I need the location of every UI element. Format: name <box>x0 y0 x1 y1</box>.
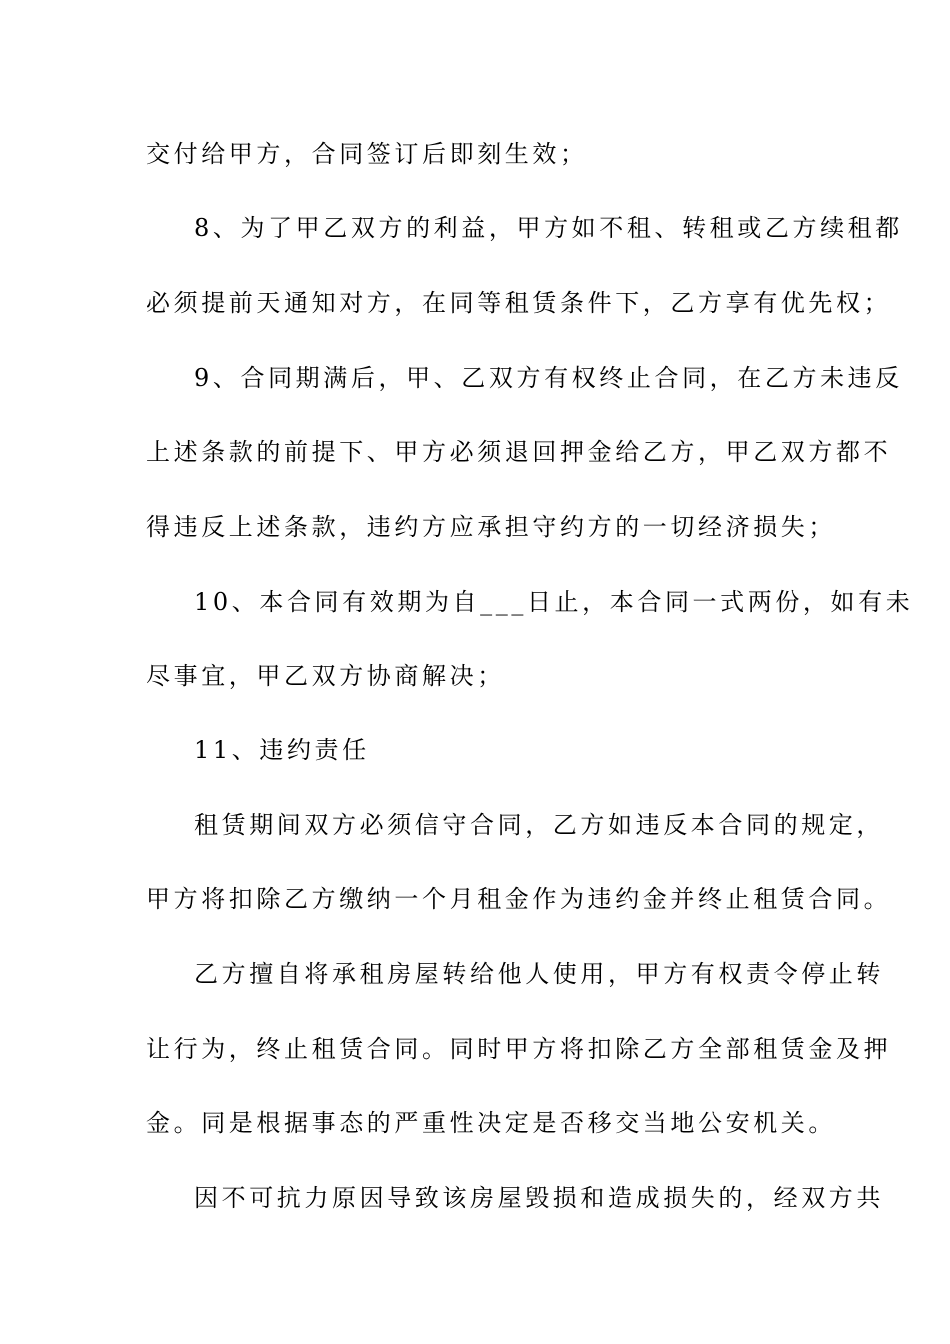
text-line: 10、本合同有效期为自___日止，本合同一式两份，如有未 <box>194 588 914 616</box>
text-line: 金。同是根据事态的严重性决定是否移交当地公安机关。 <box>146 1109 836 1137</box>
text-line: 得违反上述条款，违约方应承担守约方的一切经济损失； <box>146 513 836 541</box>
text-line: 租赁期间双方必须信守合同，乙方如违反本合同的规定， <box>194 811 884 839</box>
text-line: 乙方擅自将承租房屋转给他人使用，甲方有权责令停止转 <box>194 960 884 988</box>
text-line: 9、合同期满后，甲、乙双方有权终止合同，在乙方未违反 <box>194 364 903 392</box>
section-heading: 11、违约责任 <box>194 736 370 764</box>
text-line: 8、为了甲乙双方的利益，甲方如不租、转租或乙方续租都 <box>194 214 903 242</box>
text-line: 因不可抗力原因导致该房屋毁损和造成损失的，经双方共 <box>194 1184 884 1212</box>
text-line: 甲方将扣除乙方缴纳一个月租金作为违约金并终止租赁合同。 <box>146 885 892 913</box>
text-line: 让行为，终止租赁合同。同时甲方将扣除乙方全部租赁金及押 <box>146 1035 892 1063</box>
text-line: 交付给甲方，合同签订后即刻生效； <box>146 140 588 168</box>
text-line: 上述条款的前提下、甲方必须退回押金给乙方，甲乙双方都不 <box>146 438 892 466</box>
text-line: 尽事宜，甲乙双方协商解决； <box>146 662 505 690</box>
text-line: 必须提前天通知对方，在同等租赁条件下，乙方享有优先权； <box>146 289 892 317</box>
